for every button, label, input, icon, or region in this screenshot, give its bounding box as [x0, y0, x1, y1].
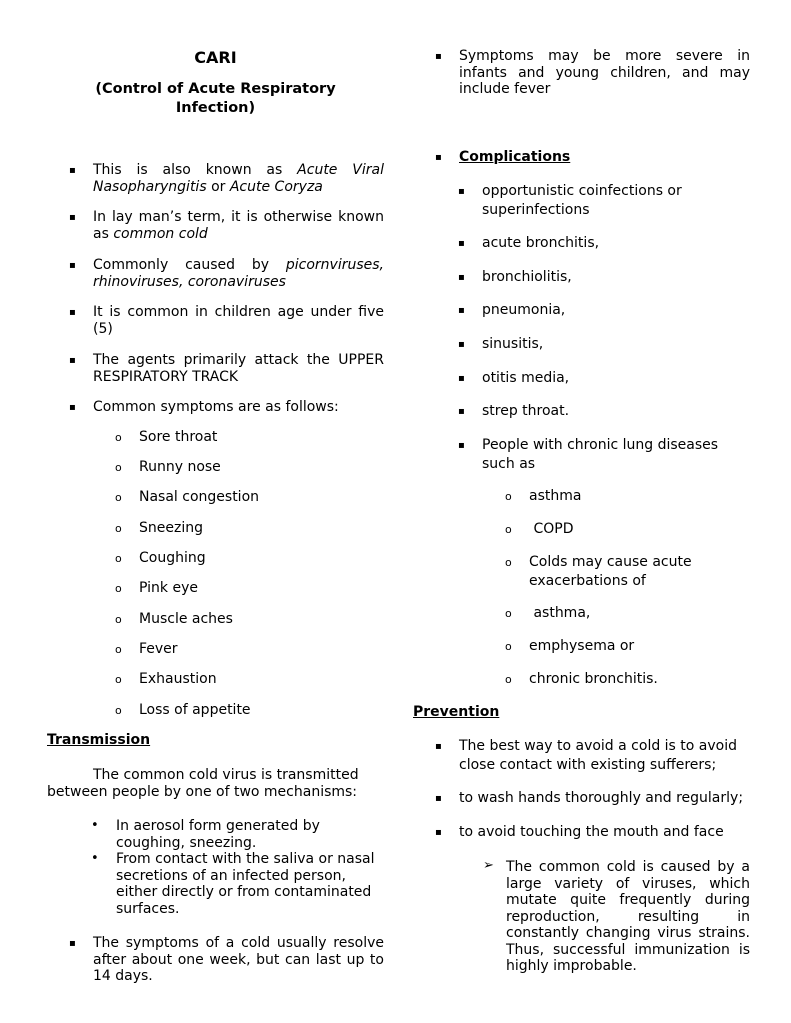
transmission-paragraph: The common cold virus is transmitted between people by one of two mechanisms: — [47, 767, 359, 800]
circle-bullet-icon: o — [505, 490, 512, 503]
list-item: This is also known as Acute Viral Nasopharyngitis or Acute Coryza — [93, 162, 384, 195]
circle-bullet-icon: o — [115, 704, 122, 717]
list-item: It is common in children age under five (5) — [93, 304, 384, 337]
circle-bullet-icon: o — [115, 522, 122, 535]
prevention-note: The common cold is caused by a large variety of viruses, which mutate quite frequently during reproduction, resulting in constantly changing virus strains. Thus, successful immunization is highly improbable. — [506, 859, 750, 974]
square-bullet-icon: ▪ — [458, 186, 465, 197]
square-bullet-icon: ▪ — [69, 260, 76, 271]
square-bullet-icon: ▪ — [435, 152, 442, 163]
square-bullet-icon: ▪ — [69, 165, 76, 176]
transmission-heading: Transmission — [47, 732, 151, 748]
mechanism-item: From contact with the saliva or nasal secretions of an infected person, either directly or from contaminated surfaces. — [116, 851, 375, 917]
symptom-item: Loss of appetite — [139, 702, 251, 718]
symptom-item: Sneezing — [139, 520, 203, 536]
prevention-heading: Prevention — [413, 704, 500, 720]
complication-item: bronchiolitis, — [482, 269, 572, 285]
square-bullet-icon: ▪ — [458, 339, 465, 350]
prevention-item: The best way to avoid a cold is to avoid close contact with existing sufferers; — [459, 738, 738, 773]
list-item: In lay man’s term, it is otherwise known as common cold — [93, 209, 384, 242]
symptom-item: Nasal congestion — [139, 489, 260, 505]
complication-item: strep throat. — [482, 403, 570, 419]
square-bullet-icon: ▪ — [458, 373, 465, 384]
complication-subitem: COPD — [529, 521, 574, 537]
prevention-item: to avoid touching the mouth and face — [459, 824, 724, 840]
list-item: Symptoms may be more severe in infants and young children, and may include fever — [459, 48, 750, 97]
symptom-item: Coughing — [139, 550, 206, 566]
complication-item: pneumonia, — [482, 302, 566, 318]
page-subtitle: (Control of Acute Respiratory Infection) — [95, 81, 336, 116]
circle-bullet-icon: o — [505, 640, 512, 653]
circle-bullet-icon: o — [505, 607, 512, 620]
mechanism-item: In aerosol form generated by coughing, sneezing. — [116, 818, 320, 851]
square-bullet-icon: ▪ — [458, 406, 465, 417]
list-item: The symptoms of a cold usually resolve after about one week, but can last up to 14 days. — [93, 935, 384, 984]
circle-bullet-icon: o — [115, 431, 122, 444]
square-bullet-icon: ▪ — [458, 440, 465, 451]
complication-subitem: asthma — [529, 488, 582, 504]
square-bullet-icon: ▪ — [69, 307, 76, 318]
page-title: CARI — [194, 48, 237, 67]
complication-item: opportunistic coinfections or superinfections — [482, 183, 682, 218]
square-bullet-icon: ▪ — [458, 238, 465, 249]
circle-bullet-icon: o — [505, 523, 512, 536]
list-item: Common symptoms are as follows: — [93, 399, 339, 415]
dot-bullet-icon: • — [91, 818, 99, 833]
square-bullet-icon: ▪ — [69, 355, 76, 366]
circle-bullet-icon: o — [115, 643, 122, 656]
circle-bullet-icon: o — [505, 556, 512, 569]
prevention-item: to wash hands thoroughly and regularly; — [459, 790, 744, 806]
circle-bullet-icon: o — [115, 613, 122, 626]
circle-bullet-icon: o — [115, 461, 122, 474]
complications-heading: Complications — [459, 149, 571, 165]
circle-bullet-icon: o — [505, 673, 512, 686]
square-bullet-icon: ▪ — [435, 741, 442, 752]
circle-bullet-icon: o — [115, 582, 122, 595]
list-item: The agents primarily attack the UPPER RESPIRATORY TRACK — [93, 352, 384, 385]
square-bullet-icon: ▪ — [435, 793, 442, 804]
complication-subitem: emphysema or — [529, 638, 635, 654]
circle-bullet-icon: o — [115, 552, 122, 565]
complication-subitem: chronic bronchitis. — [529, 671, 658, 687]
square-bullet-icon: ▪ — [69, 212, 76, 223]
complication-item: sinusitis, — [482, 336, 544, 352]
square-bullet-icon: ▪ — [69, 938, 76, 949]
square-bullet-icon: ▪ — [435, 827, 442, 838]
symptom-item: Fever — [139, 641, 178, 657]
symptom-item: Exhaustion — [139, 671, 217, 687]
complication-item: acute bronchitis, — [482, 235, 600, 251]
complication-item: People with chronic lung diseases such as — [482, 437, 719, 472]
symptom-item: Muscle aches — [139, 611, 233, 627]
symptom-item: Runny nose — [139, 459, 221, 475]
complication-subitem: asthma, — [529, 605, 591, 621]
square-bullet-icon: ▪ — [435, 51, 442, 62]
complication-item: otitis media, — [482, 370, 570, 386]
complication-subitem: Colds may cause acute exacerbations of — [529, 554, 692, 589]
symptom-item: Pink eye — [139, 580, 198, 596]
symptom-item: Sore throat — [139, 429, 218, 445]
dot-bullet-icon: • — [91, 851, 99, 866]
square-bullet-icon: ▪ — [458, 272, 465, 283]
square-bullet-icon: ▪ — [458, 305, 465, 316]
list-item: Commonly caused by picornviruses, rhinoviruses, coronaviruses — [93, 257, 384, 290]
square-bullet-icon: ▪ — [69, 402, 76, 413]
arrow-bullet-icon: ➢ — [483, 858, 494, 873]
circle-bullet-icon: o — [115, 673, 122, 686]
circle-bullet-icon: o — [115, 491, 122, 504]
